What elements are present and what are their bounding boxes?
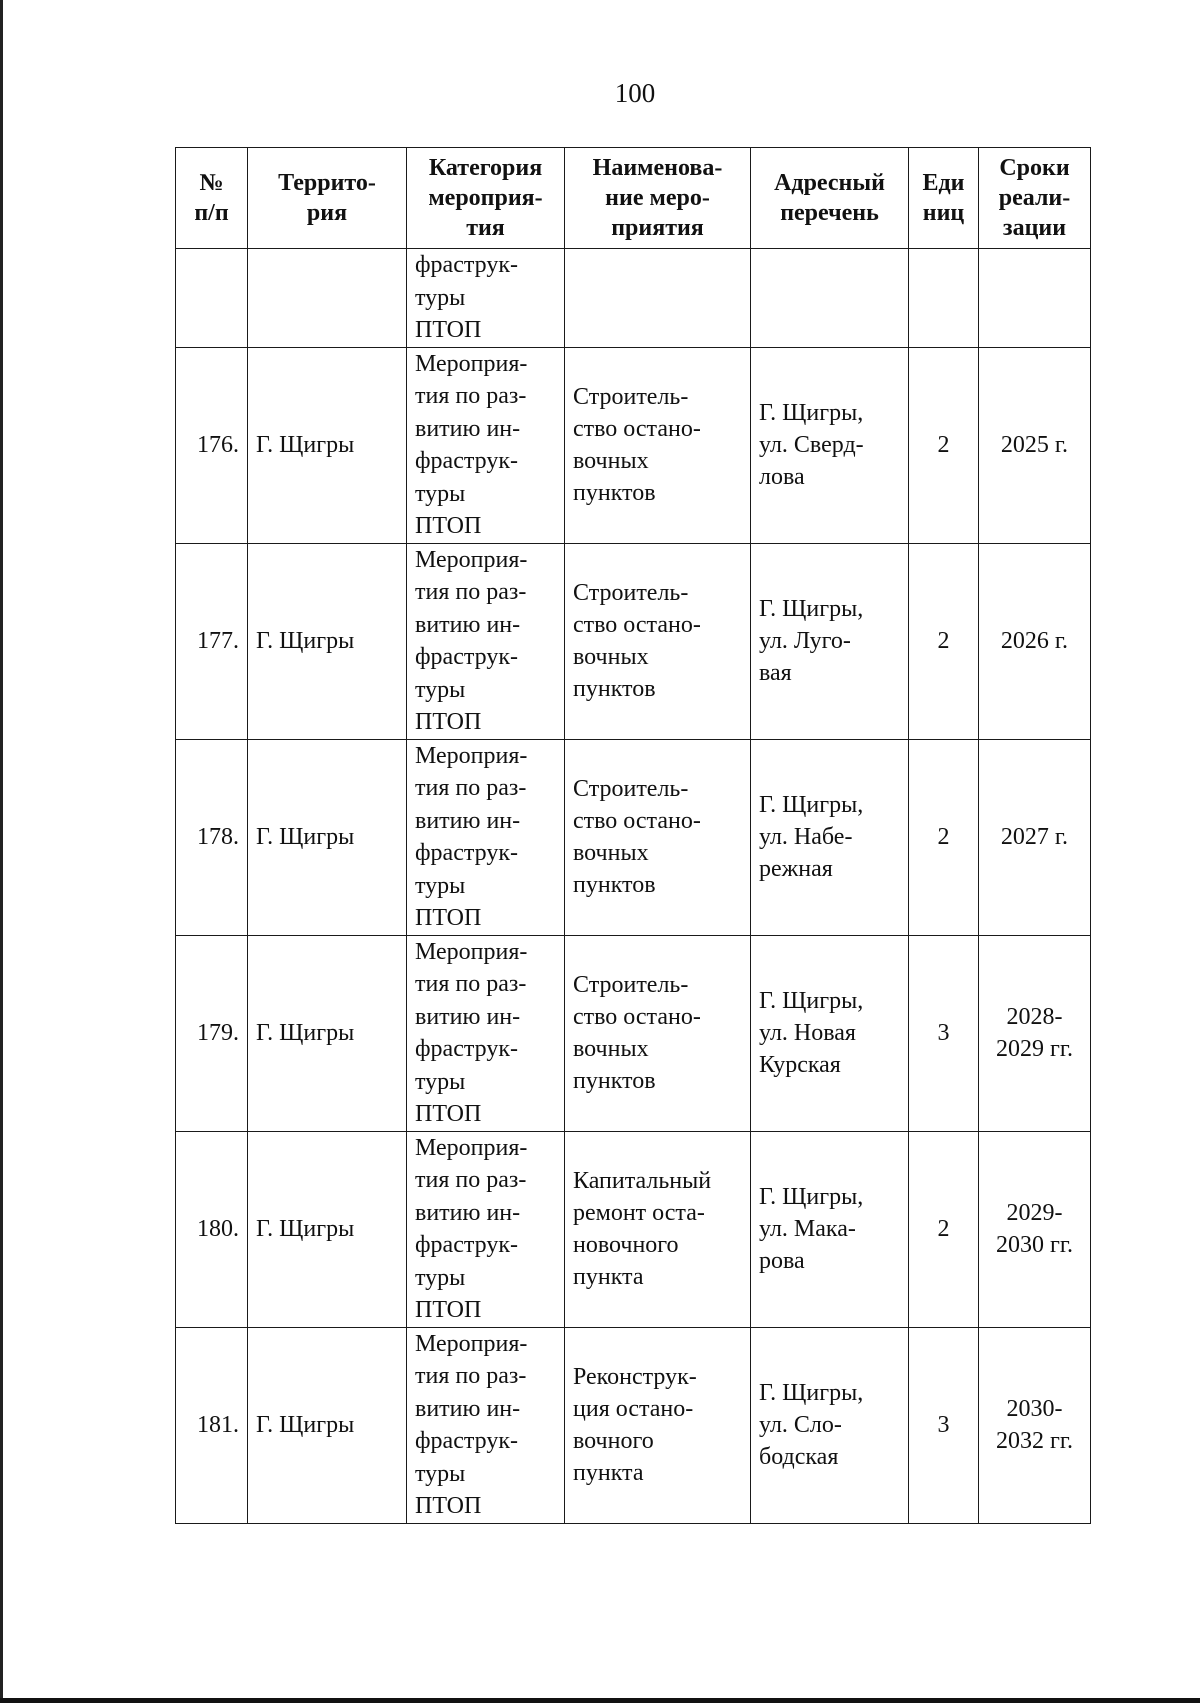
header-num: № п/п	[176, 148, 248, 249]
cell-empty	[565, 249, 751, 348]
measures-table	[175, 147, 1091, 1524]
cell-name: Реконструк- ция остано- вочного пункта	[565, 1327, 751, 1523]
cell-category: Мероприя- тия по раз- витию ин- фраструк- туры ПТОП	[407, 935, 565, 1131]
table-row	[176, 739, 1091, 935]
cell-address: Г. Щигры, ул. Мака- рова	[751, 1131, 909, 1327]
cell-territory: Г. Щигры	[248, 1327, 407, 1523]
cell-terms: 2025 г.	[979, 347, 1091, 543]
cell-num: 176.	[176, 347, 248, 543]
cell-territory: Г. Щигры	[248, 1131, 407, 1327]
header-terms: Сроки реали- зации	[979, 148, 1091, 249]
cell-name: Строитель- ство остано- вочных пунктов	[565, 935, 751, 1131]
cell-name: Строитель- ство остано- вочных пунктов	[565, 347, 751, 543]
table-header-row	[176, 148, 1091, 249]
scan-bottom-edge	[0, 1698, 1200, 1703]
cell-name: Строитель- ство остано- вочных пунктов	[565, 739, 751, 935]
cell-units: 2	[909, 739, 979, 935]
page-number: 100	[614, 78, 656, 108]
cell-address: Г. Щигры, ул. Луго- вая	[751, 543, 909, 739]
cell-address: Г. Щигры, ул. Сверд- лова	[751, 347, 909, 543]
cell-territory: Г. Щигры	[248, 935, 407, 1131]
cell-empty	[176, 249, 248, 348]
cell-category: Мероприя- тия по раз- витию ин- фраструк- туры ПТОП	[407, 739, 565, 935]
header-territory: Террито- рия	[248, 148, 407, 249]
cell-num: 180.	[176, 1131, 248, 1327]
cell-territory: Г. Щигры	[248, 543, 407, 739]
header-units: Еди ниц	[909, 148, 979, 249]
cell-category: фраструк- туры ПТОП	[407, 249, 565, 348]
cell-empty	[909, 249, 979, 348]
table-row	[176, 935, 1091, 1131]
cell-address: Г. Щигры, ул. Новая Курская	[751, 935, 909, 1131]
table-row	[176, 543, 1091, 739]
scan-left-edge	[0, 0, 3, 1703]
cell-territory: Г. Щигры	[248, 347, 407, 543]
cell-terms: 2030- 2032 гг.	[979, 1327, 1091, 1523]
cell-num: 177.	[176, 543, 248, 739]
cell-units: 2	[909, 543, 979, 739]
cell-empty	[751, 249, 909, 348]
table-row-continuation	[176, 249, 1091, 348]
cell-address: Г. Щигры, ул. Сло- бодская	[751, 1327, 909, 1523]
cell-category: Мероприя- тия по раз- витию ин- фраструк- туры ПТОП	[407, 1131, 565, 1327]
header-address: Адресный перечень	[751, 148, 909, 249]
cell-units: 2	[909, 347, 979, 543]
cell-num: 181.	[176, 1327, 248, 1523]
cell-units: 3	[909, 1327, 979, 1523]
table-row	[176, 347, 1091, 543]
table-row	[176, 1327, 1091, 1523]
cell-num: 178.	[176, 739, 248, 935]
cell-name: Строитель- ство остано- вочных пунктов	[565, 543, 751, 739]
cell-units: 3	[909, 935, 979, 1131]
cell-terms: 2027 г.	[979, 739, 1091, 935]
cell-territory: Г. Щигры	[248, 739, 407, 935]
cell-category: Мероприя- тия по раз- витию ин- фраструк- туры ПТОП	[407, 543, 565, 739]
cell-name: Капитальный ремонт оста- новочного пункта	[565, 1131, 751, 1327]
cell-num: 179.	[176, 935, 248, 1131]
cell-address: Г. Щигры, ул. Набе- режная	[751, 739, 909, 935]
header-category: Категория мероприя- тия	[407, 148, 565, 249]
cell-category: Мероприя- тия по раз- витию ин- фраструк- туры ПТОП	[407, 347, 565, 543]
cell-terms: 2026 г.	[979, 543, 1091, 739]
cell-terms: 2029- 2030 гг.	[979, 1131, 1091, 1327]
table-row	[176, 1131, 1091, 1327]
cell-units: 2	[909, 1131, 979, 1327]
cell-terms: 2028- 2029 гг.	[979, 935, 1091, 1131]
header-name: Наименова- ние меро- приятия	[565, 148, 751, 249]
cell-category: Мероприя- тия по раз- витию ин- фраструк- туры ПТОП	[407, 1327, 565, 1523]
cell-empty	[979, 249, 1091, 348]
cell-empty	[248, 249, 407, 348]
